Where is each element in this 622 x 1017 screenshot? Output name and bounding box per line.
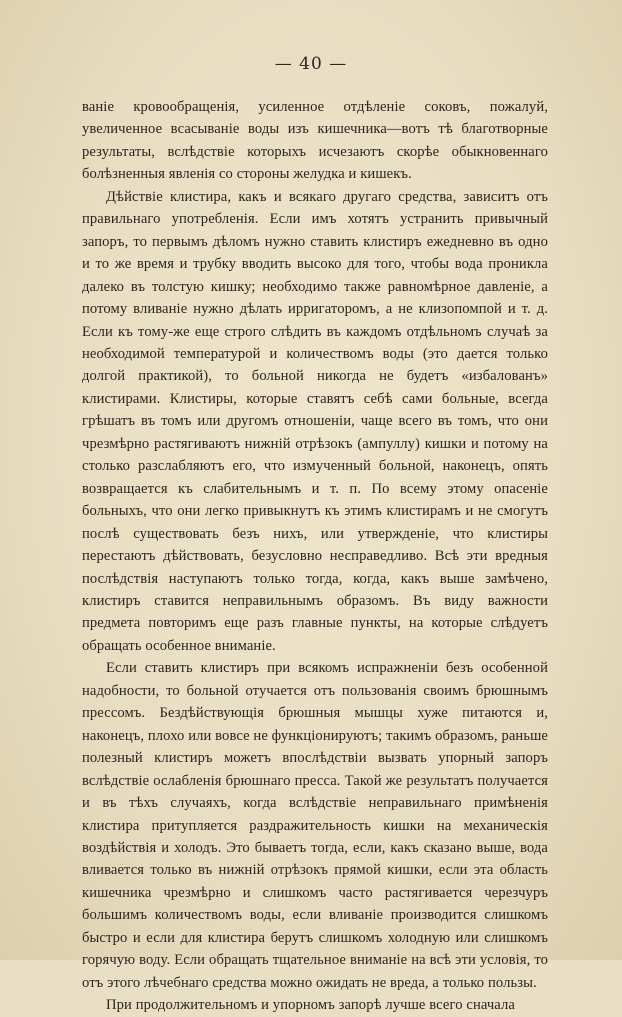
paragraph: При продолжительномъ и упорномъ запорѣ лучше всего сначала: [106, 997, 515, 1014]
paragraph: Если ставить клистиръ при всякомъ испражненіи безъ особенной надобности, то больной отучается отъ пользованія своимъ брюшнымъ прессомъ. Бездѣйствующія брюшныя мышцы хуже питаются и, наконецъ, плохо или вовсе не функціонируютъ; такимъ образомъ, раньше полезный клистиръ можетъ впослѣдствіи вызвать упорный запоръ вслѣдствіе ослабленія брюшнаго пресса. Такой же результатъ получается и въ тѣхъ случаяхъ, когда вслѣдствіе неправильнаго примѣненія клистира притупляется раздражительность кишки на механическія воздѣйствія и холодъ. Это бываетъ тогда, если, какъ сказано выше, вода вливается только въ нижній отрѣзокъ прямой кишки, если эта область кишечника чрезмѣрно и слишкомъ часто растягивается черезчуръ большимъ количествомъ воды, если вливаніе производится слишкомъ быстро и если для клистира берутъ слишкомъ холодную или слишкомъ горячую воду. Если обращать тщательное вниманіе на всѣ эти условія, то отъ этого лѣчебнаго средства можно ожидать не вреда, а только пользы.: [82, 660, 548, 991]
paragraph: Дѣйствіе клистира, какъ и всякаго другаго средства, зависитъ отъ правильнаго употребленія. Если имъ хотятъ устранить привычный запоръ, то первымъ дѣломъ нужно ставить клистиръ ежедневно въ одно и то же время и трубку вводить высоко для того, чтобы вода проникла далеко въ толстую кишку; необходимо также равномѣрное давленіе, а потому вливаніе нужно дѣлать ирригаторомъ, а не клизопомпой и т. д. Если къ тому-же еще строго слѣдить въ каждомъ отдѣльномъ случаѣ за необходимой температурой и количествомъ воды (это дается только долгой практикой), то больной никогда не будетъ «избалованъ» клистирами. Клистиры, которые ставятъ себѣ сами больные, всегда грѣшатъ въ томъ или другомъ отношеніи, чаще всего въ томъ, что они чрезмѣрно растягиваютъ нижній отрѣзокъ (ампуллу) кишки и потому на столько разслабляютъ его, что измученный больной, наконецъ, опять возвращается къ слабительнымъ и т. п. По всему этому опасеніе больныхъ, что они легко привыкнутъ къ этимъ клистирамъ и не смогутъ послѣ существовать безъ нихъ, или утвержденіе, что клистиры перестаютъ дѣйствовать, безусловно несправедливо. Всѣ эти вредныя послѣдствія наступаютъ только тогда, когда, какъ выше замѣчено, клистиръ ставится неправильнымъ образомъ. Въ виду важности предмета повторимъ еще разъ главные пункты, на которые слѣдуетъ обращать особенное вниманіе.: [82, 188, 548, 654]
paragraph: ваніе кровообращенія, усиленное отдѣленіе соковъ, пожалуй, увеличенное всасываніе воды изъ кишечника—вотъ тѣ благотворные результаты, вслѣдствіе которыхъ исчезаютъ скорѣе обыкновеннаго болѣзненныя явленія со стороны желудка и кишекъ.: [82, 99, 548, 183]
page-number: — 40 —: [274, 54, 348, 74]
body-text: [82, 96, 548, 1017]
